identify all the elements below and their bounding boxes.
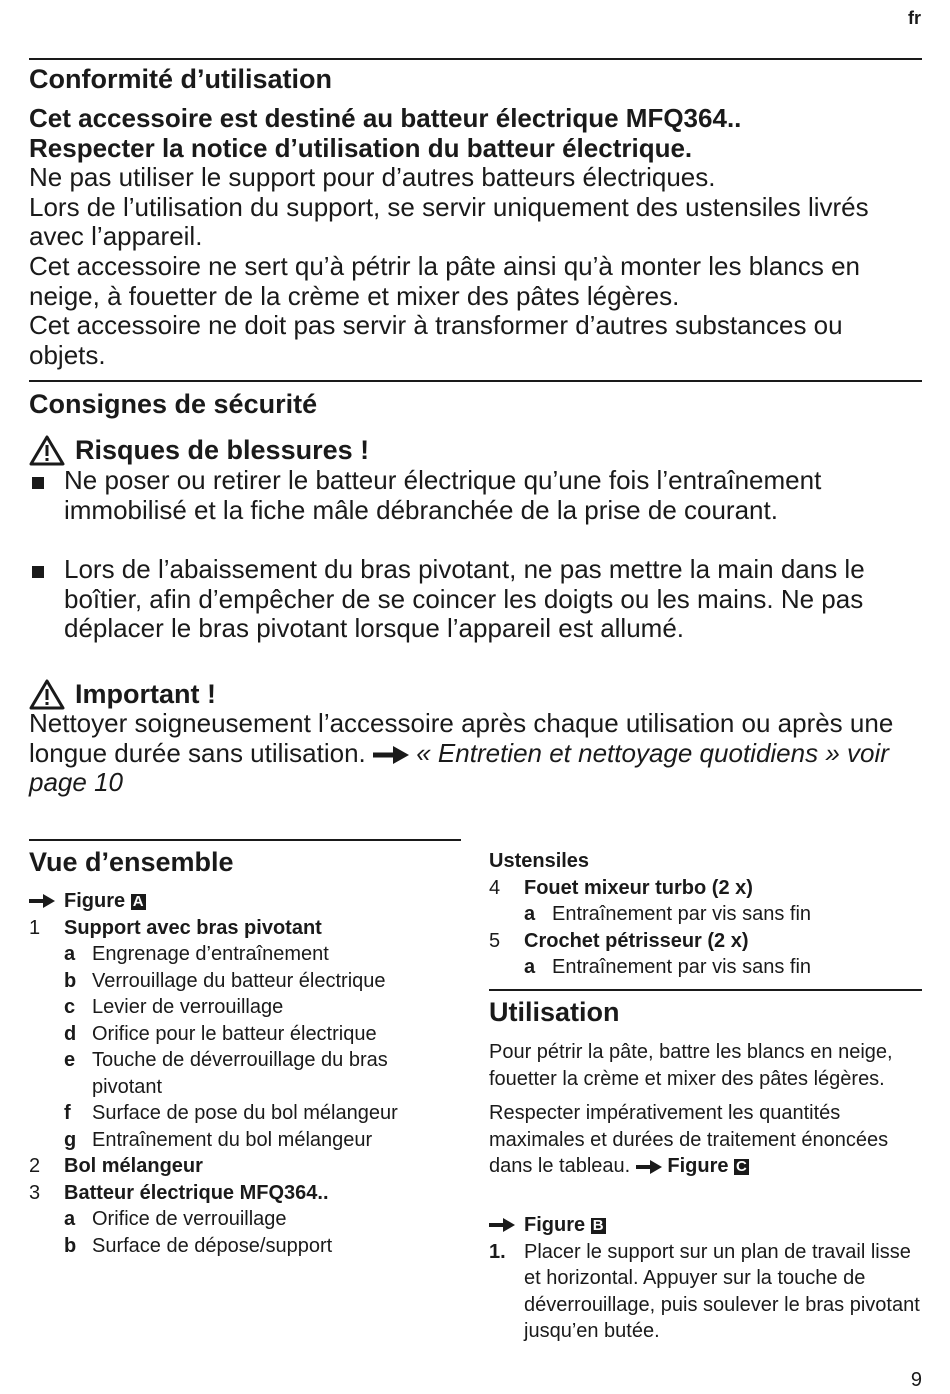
vue-title: Vue d’ensemble [29,847,234,877]
bullet-square [32,477,44,489]
vue-figure-ref [29,888,469,915]
sub-item-text: Entraînement par vis sans fin [552,903,812,925]
sub-item-letter: b [64,1234,77,1257]
warning-heading [29,434,369,466]
step-number: 1. [489,1240,506,1263]
item-label: Support avec bras pivotant [64,916,322,939]
conformite-bold-line1: Cet accessoire est destiné au batteur électrique MFQ364.. [29,103,742,133]
bullet-square [32,566,44,578]
utilisation-title: Utilisation [489,997,620,1027]
arrow-right-icon [636,1160,662,1174]
sub-item [29,1100,469,1127]
figure-label: Figure [64,890,126,912]
figure-label: Figure [524,1214,586,1236]
list-item [29,1180,469,1207]
arrow-right-icon [29,894,55,908]
vue-rule [29,839,461,841]
utilisation-paragraph-2-text: Respecter impérativement les quantités maximales et durées de traitement énoncées dans le tableau. [489,1102,889,1177]
item-label: Crochet pétrisseur (2 x) [524,929,749,952]
sub-item-text: Orifice de verrouillage [92,1208,287,1230]
warning-triangle-icon [29,434,65,466]
conformite-paragraph-1: Ne pas utiliser le support pour d’autres batteurs électriques. [29,162,716,193]
important-reference-link[interactable]: « Entretien et nettoyage quotidiens » voir page 10 [29,737,889,798]
ustensiles-title: Ustensiles [489,850,590,872]
conformite-body [29,104,924,370]
warning-title: Risques de blessures ! [75,434,370,465]
list-item [489,928,929,955]
conformite-paragraph-3: Cet accessoire ne sert qu’à pétrir la pâte ainsi qu’à monter les blancs en neige, à fouetter de la crème et mixer des pâtes légères. [29,250,860,311]
arrow-right-icon [489,1218,515,1232]
item-label: Fouet mixeur turbo (2 x) [524,876,753,899]
utilisation-steps [489,1212,929,1345]
sub-item-letter: f [64,1102,71,1124]
sub-item [29,1047,469,1074]
section-rule [29,380,922,382]
sub-item-text: Engrenage d’entraînement [92,943,329,965]
sub-item-text: Surface de dépose/support [92,1234,333,1257]
sub-item-text: Entraînement du bol mélangeur [92,1128,373,1151]
bullet-text-1: Ne poser ou retirer le batteur électrique qu’une fois l’entraînement immobilisé et la fiche mâle débranchée de la prise de courant. [64,465,822,525]
sub-item-letter: g [64,1128,77,1151]
figure-letter-badge: A [132,893,144,910]
step-text: Placer le support sur un plan de travail lisse et horizontal. Appuyer sur la touche de déverrouillage, puis soulever le bras pivotant jusqu’en butée. [524,1240,920,1342]
important-title: Important ! [75,678,216,709]
figure-letter-badge: C [736,1158,747,1175]
sub-item-letter: a [64,943,76,965]
list-item [489,875,929,902]
sub-item-text: Levier de verrouillage [92,996,284,1018]
step-item [489,1239,929,1345]
sub-item-text: pivotant [92,1075,163,1098]
sub-item-letter: b [64,969,77,992]
conformite-title: Conformité d’utilisation [29,64,332,94]
item-label: Bol mélangeur [64,1155,203,1177]
item-number: 3 [29,1181,41,1204]
item-number: 5 [489,929,501,952]
sub-item-letter: a [524,956,536,978]
arrow-right-icon [373,746,409,764]
conformite-bold-line2: Respecter la notice d’utilisation du batteur électrique. [29,132,693,163]
sub-item [29,1021,469,1048]
sub-item [29,941,469,968]
important-heading [29,678,216,710]
utilisation-rule [489,989,922,991]
ustensiles-list [489,848,929,981]
sub-item-continuation [29,1074,469,1101]
sub-item [29,968,469,995]
sub-item-letter: a [64,1208,76,1230]
sub-item-text: Touche de déverrouillage du bras [92,1049,388,1071]
important-text: Nettoyer soigneusement l’accessoire après chaque utilisation ou après une longue durée sans utilisation. [29,708,894,768]
item-label: Batteur électrique MFQ364.. [64,1181,329,1204]
sub-item-text: Orifice pour le batteur électrique [92,1022,377,1045]
sub-item [29,1127,469,1154]
utilisation-paragraph-2 [489,1100,909,1180]
figure-label: Figure [667,1155,729,1177]
important-body [29,709,924,798]
page-number: 9 [910,1369,922,1391]
conformite-paragraph-4: Cet accessoire ne doit pas servir à transformer d’autres substances ou objets. [29,310,843,370]
sub-item [29,1206,469,1233]
conformite-paragraph-2: Lors de l’utilisation du support, se servir uniquement des ustensiles livrés avec l’appareil. [29,191,869,252]
warning-triangle-icon [29,678,65,710]
list-item [29,1153,469,1180]
sub-item-letter: e [64,1049,76,1071]
sub-item [489,954,929,981]
sub-item-letter: d [64,1022,77,1045]
sub-item-text: Surface de pose du bol mélangeur [92,1102,398,1124]
sub-item-text: Verrouillage du batteur électrique [92,969,386,992]
sub-item [29,1233,469,1260]
sub-item-letter: a [524,903,536,925]
bullet-text-2: Lors de l’abaissement du bras pivotant, ne pas mettre la main dans le boîtier, afin d’empêcher de se coincer les doigts ou les mains. Ne pas déplacer le bras pivotant lorsque l’appareil est allumé. [64,554,865,644]
vue-list [29,888,469,1259]
item-number: 1 [29,916,41,939]
list-item [29,915,469,942]
sub-item [489,901,929,928]
utilisation-figure-ref [489,1212,929,1239]
item-number: 4 [489,876,501,899]
sub-item-letter: c [64,996,76,1018]
utilisation-body [489,1039,909,1188]
utilisation-paragraph-1: Pour pétrir la pâte, battre les blancs en neige, fouetter la crème et mixer des pâtes légères. [489,1041,893,1090]
top-rule [29,58,922,60]
item-number: 2 [29,1155,41,1177]
securite-title: Consignes de sécurité [29,389,318,419]
sub-item-text: Entraînement par vis sans fin [552,956,812,978]
sub-item [29,994,469,1021]
language-label: fr [908,8,921,28]
figure-letter-badge: B [592,1217,604,1234]
